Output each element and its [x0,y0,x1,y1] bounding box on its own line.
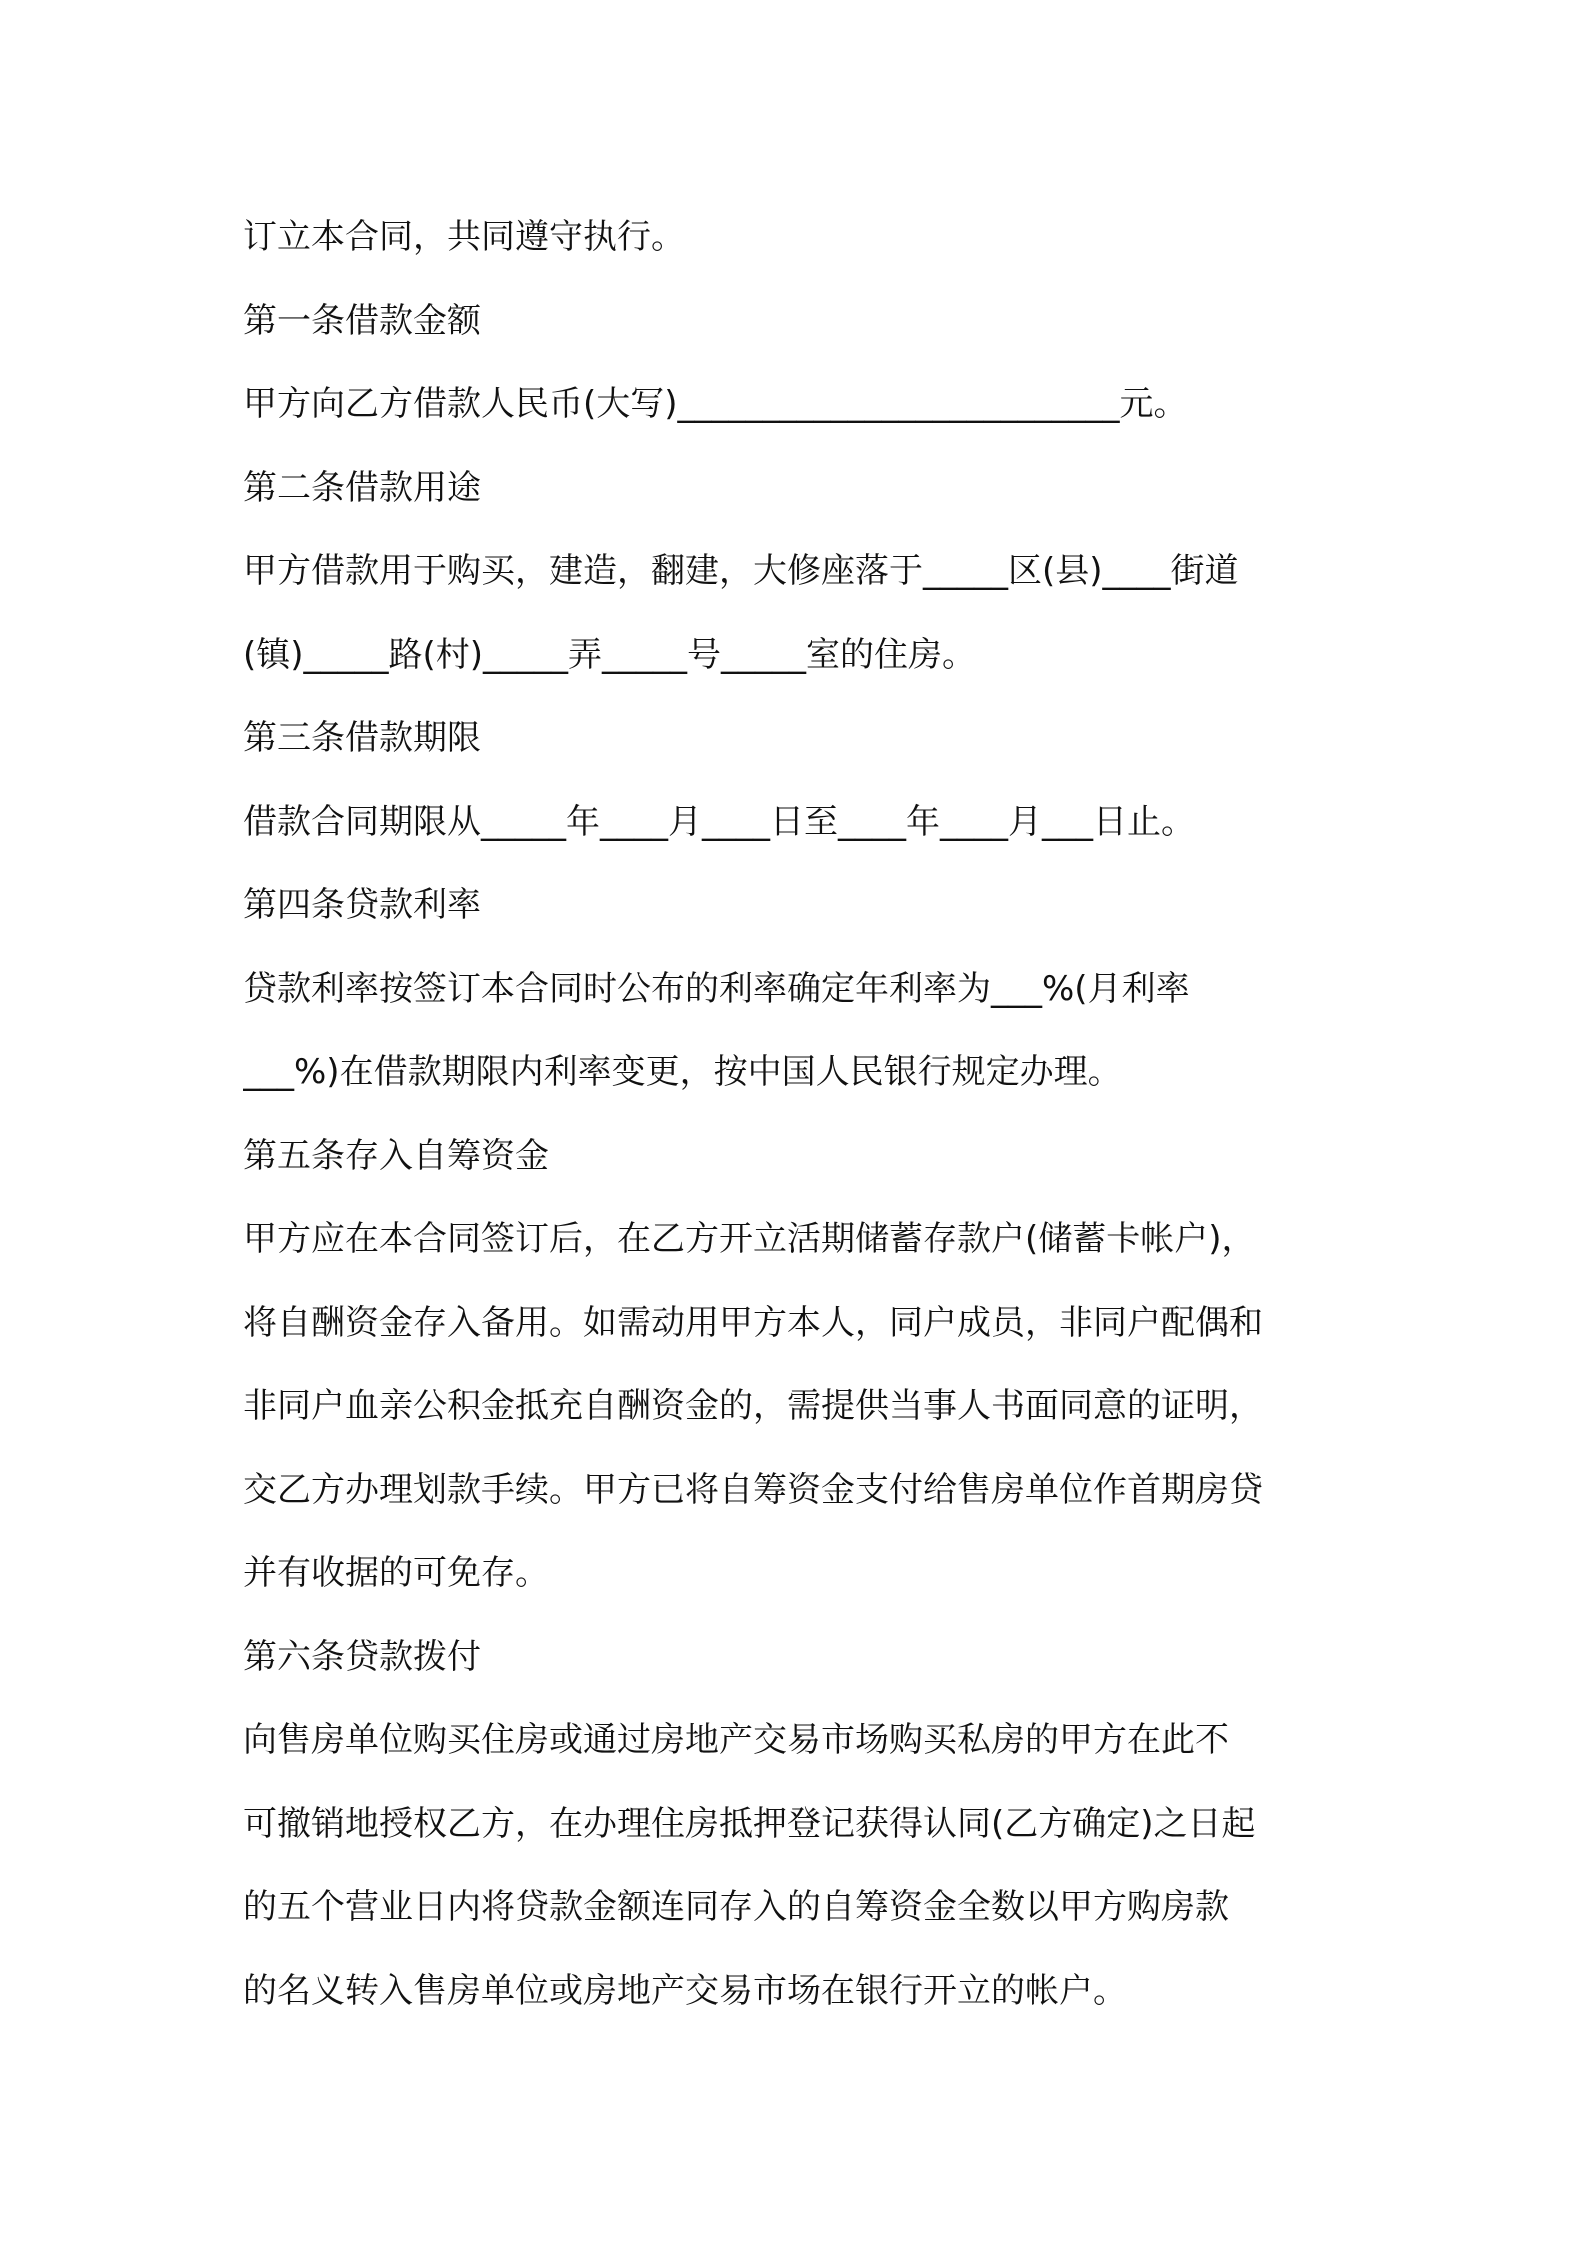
body-text-line: 甲方向乙方借款人民币(大写)__________________________元。 [243,384,1188,424]
contract-body [243,196,1363,2033]
article-5-heading: 第五条存入自筹资金 [243,1135,549,1176]
body-text-line: 甲方借款用于购买，建造，翻建，大修座落于_____区(县)____街道 [243,551,1239,591]
body-text-line: 非同户血亲公积金抵充自酬资金的，需提供当事人书面同意的证明， [243,1386,1263,1426]
body-text-line: 的名义转入售房单位或房地产交易市场在银行开立的帐户。 [243,1970,1127,2011]
body-text-line: (镇)_____路(村)_____弄_____号_____室的住房。 [243,634,977,675]
article-2-heading: 第二条借款用途 [243,467,481,508]
body-text-line: 甲方应在本合同签订后，在乙方开立活期储蓄存款户(储蓄卡帐户)， [243,1219,1256,1259]
body-text-line: 贷款利率按签订本合同时公布的利率确定年利率为___%(月利率 [243,968,1190,1009]
body-text-line: 并有收据的可免存。 [243,1553,549,1593]
body-text-line: 订立本合同，共同遵守执行。 [243,217,685,257]
body-text-line: ___%)在借款期限内利率变更，按中国人民银行规定办理。 [243,1052,1122,1092]
article-3-heading: 第三条借款期限 [243,718,481,758]
article-1-heading: 第一条借款金额 [243,300,481,341]
body-text-line: 将自酬资金存入备用。如需动用甲方本人，同户成员，非同户配偶和 [243,1302,1263,1343]
article-6-heading: 第六条贷款拨付 [243,1636,481,1677]
article-4-heading: 第四条贷款利率 [243,885,481,925]
body-text-line: 交乙方办理划款手续。甲方已将自筹资金支付给售房单位作首期房贷 [243,1469,1263,1510]
body-text-line: 借款合同期限从_____年____月____日至____年____月___日止。 [243,801,1195,842]
body-text-line: 向售房单位购买住房或通过房地产交易市场购买私房的甲方在此不 [243,1720,1229,1760]
body-text-line: 可撤销地授权乙方，在办理住房抵押登记获得认同(乙方确定)之日起 [243,1803,1256,1844]
body-text-line: 的五个营业日内将贷款金额连同存入的自筹资金全数以甲方购房款 [243,1887,1229,1927]
